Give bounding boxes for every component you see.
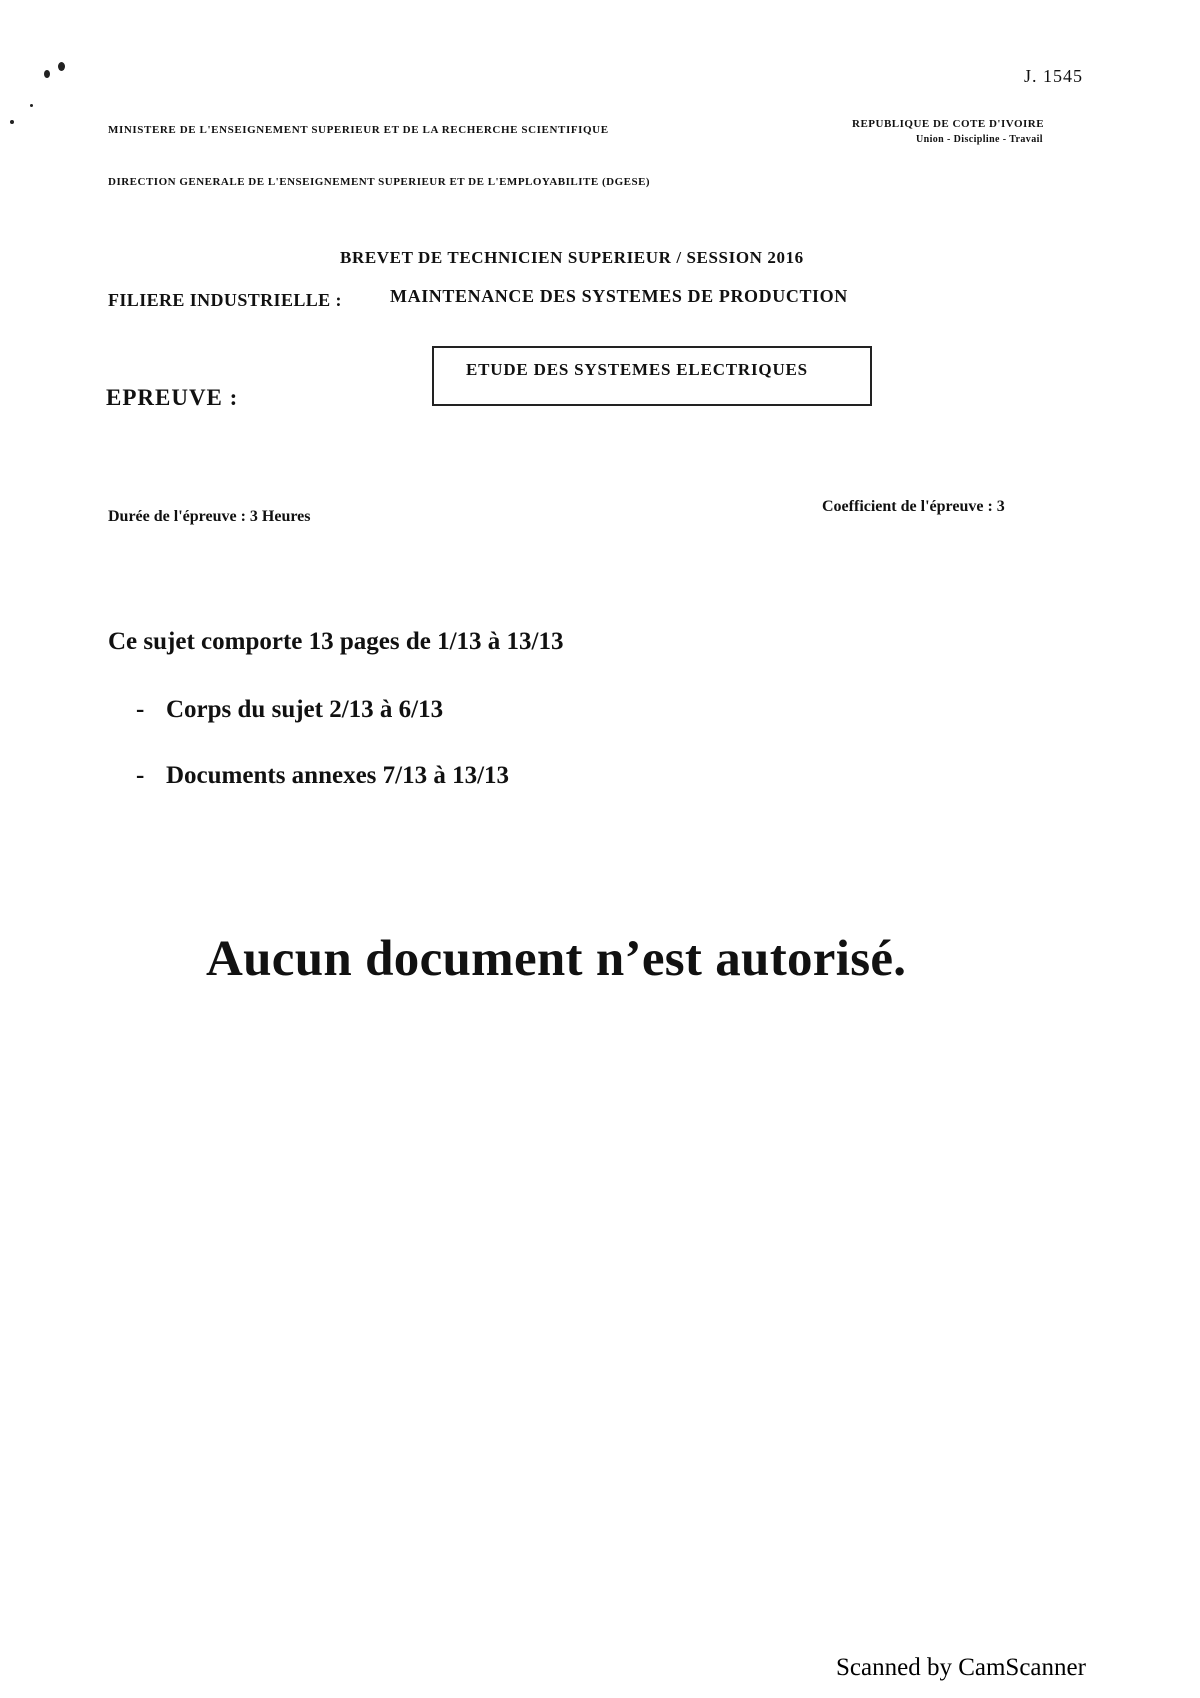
scanner-watermark: Scanned by CamScanner — [836, 1654, 1086, 1681]
exam-duration: Durée de l'épreuve : 3 Heures — [108, 508, 311, 525]
national-motto: Union - Discipline - Travail — [916, 134, 1043, 145]
no-documents-warning: Aucun document n’est autorisé. — [206, 931, 907, 987]
list-item — [136, 762, 509, 790]
list-item-text: Corps du sujet 2/13 à 6/13 — [166, 696, 444, 723]
list-item-text: Documents annexes 7/13 à 13/13 — [166, 762, 510, 789]
scan-speck — [30, 104, 33, 107]
filiere-label: FILIERE INDUSTRIELLE : — [108, 290, 342, 310]
document-reference: J. 1545 — [1024, 66, 1084, 86]
exam-coefficient: Coefficient de l'épreuve : 3 — [822, 498, 1005, 515]
republic-name: REPUBLIQUE DE COTE D'IVOIRE — [852, 118, 1045, 130]
exam-title: BREVET DE TECHNICIEN SUPERIEUR / SESSION 2016 — [340, 248, 804, 267]
scan-speck — [44, 70, 50, 78]
scan-speck — [10, 120, 14, 124]
bullet-dash: - — [136, 696, 145, 723]
direction-name: DIRECTION GENERALE DE L'ENSEIGNEMENT SUPERIEUR ET DE L'EMPLOYABILITE (DGESE) — [108, 176, 651, 188]
page-count-statement: Ce sujet comporte 13 pages de 1/13 à 13/13 — [108, 628, 564, 655]
epreuve-label: EPREUVE : — [106, 385, 239, 410]
filiere-value: MAINTENANCE DES SYSTEMES DE PRODUCTION — [390, 286, 848, 306]
bullet-dash: - — [136, 762, 145, 789]
ministry-name: MINISTERE DE L'ENSEIGNEMENT SUPERIEUR ET DE LA RECHERCHE SCIENTIFIQUE — [108, 124, 609, 136]
list-item — [136, 696, 443, 724]
epreuve-value: ETUDE DES SYSTEMES ELECTRIQUES — [466, 360, 808, 379]
scan-speck — [58, 62, 65, 71]
